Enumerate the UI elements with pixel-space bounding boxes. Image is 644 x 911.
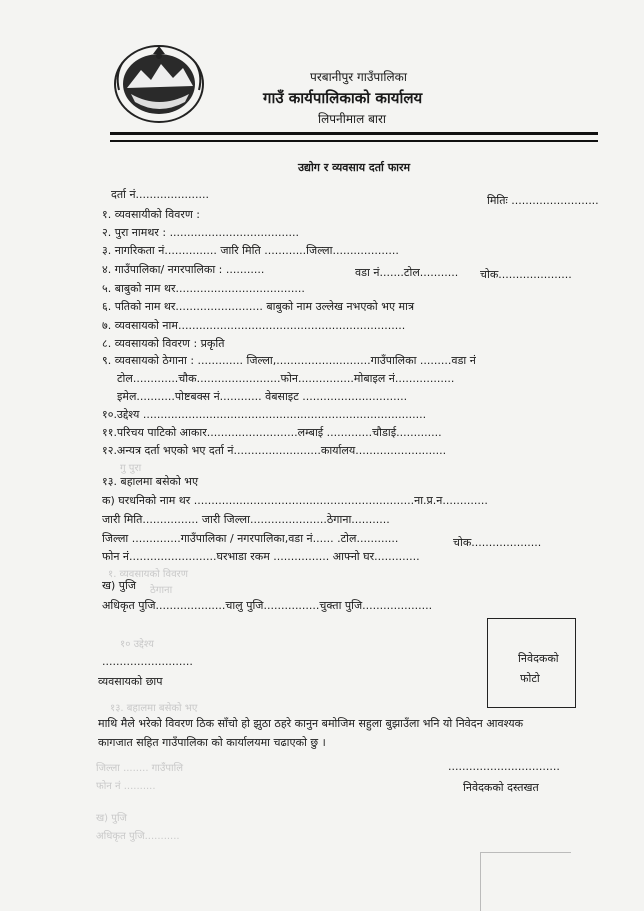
office-title: गाउँ कार्यपालिकाको कार्यालय <box>263 89 423 107</box>
photo-label-1: निवेदकको <box>518 652 559 665</box>
faint-bottom-frame <box>480 852 571 911</box>
registration-number: दर्ता नं..................... <box>111 188 209 201</box>
ghost-text-4: १० उद्देश्य <box>120 639 154 650</box>
photo-label-2: फोटो <box>520 672 540 685</box>
ghost-text-2: १. व्यवसायको विवरण <box>108 569 188 580</box>
capital-line: अधिकृत पुजि....................चालु पुजि................चुक्ता पुजि.................... <box>102 599 433 612</box>
line-11: ११.परिचय पाटिको आकार..........................लम्बाई .............चौडाई............. <box>102 426 442 439</box>
line-3: ३. नागरिकता नं............... जारि मिति ............जिल्ला................... <box>102 244 399 257</box>
header-divider-thin <box>110 140 598 142</box>
header-divider-thick <box>110 132 598 135</box>
office-address: लिपनीमाल बारा <box>318 112 387 126</box>
capital-title: ख) पुजि <box>102 579 137 592</box>
line-6: ६. पतिको नाम थर......................... बाबुको नाम उल्लेख नभएको भए मात्र <box>102 300 415 313</box>
form-title: उद्योग र व्यवसाय दर्ता फारम <box>298 161 411 174</box>
line-10: १०.उद्देश्य ................................................................................. <box>102 408 427 421</box>
line-9c: इमेल...........पोष्टबक्स नं............ वेबसाइट .............................. <box>117 390 408 403</box>
line-4c: चोक..................... <box>480 268 572 281</box>
line-4a: ४. गाउँपालिका/ नगरपालिका : ........... <box>102 263 265 276</box>
line-13-chowk: चोक.................... <box>453 536 542 549</box>
emblem-logo <box>113 44 205 124</box>
signature-label: निवेदकको दस्तखत <box>463 781 539 794</box>
line-2: २. पुरा नामथर : ..................................... <box>102 226 299 239</box>
ghost-text-5: १३. बहालमा बसेको भए <box>110 703 198 714</box>
line-5: ५. बाबुको नाम थर..................................... <box>102 282 305 295</box>
ghost-text-7: फोन नं .......... <box>96 781 156 792</box>
business-stamp-label: व्यवसायको छाप <box>98 675 163 688</box>
line-13-district: जिल्ला ..............गाउँपालिका / नगरपालिका,वडा नं...... .टोल............ <box>102 532 399 545</box>
line-13-phone: फोन नं.........................घरभाडा रकम ................ आफ्नो घर............. <box>102 550 420 563</box>
line-9a: ९. व्यवसायको ठेगाना : ............. जिल्ला,...........................गाउँपालिका .........वडा नं <box>102 354 476 367</box>
applicant-photo-box <box>487 618 576 708</box>
line-13-issue: जारी मिति................ जारी जिल्ला......................ठेगाना........... <box>102 513 390 526</box>
ghost-text-9: अधिकृत पुजि........... <box>96 831 180 842</box>
ghost-text-1: गु पुरा <box>120 463 142 474</box>
date-field: मितिः ......................... <box>487 194 599 207</box>
line-13: १३. बहालमा बसेको भए <box>102 475 199 488</box>
declaration-line-1: माथि मैले भरेको विवरण ठिक साँचो हो झुठा ठहरे कानुन बमोजिम सहुला बुझाउँला भनि यो निवेदन आवश्यक <box>98 717 524 730</box>
ghost-text-6: जिल्ला ........ गाउँपालि <box>96 763 184 774</box>
line-12: १२.अन्यत्र दर्ता भएको भए दर्ता नं.........................कार्यालय.......................... <box>102 444 447 457</box>
signature-dots: ................................ <box>448 760 560 773</box>
ghost-text-3: ठेगाना <box>150 585 173 596</box>
line-7: ७. व्यवसायको नाम................................................................. <box>102 319 406 332</box>
stamp-dots: .......................... <box>102 655 193 668</box>
line-4b: वडा नं.......टोल........... <box>355 266 459 279</box>
line-13-owner: क) घरधनिको नाम थर ...............................................................ना.प्र.न............. <box>102 494 488 507</box>
ghost-text-8: ख) पुजि <box>96 813 127 824</box>
line-8: ८. व्यवसायको विवरण : प्रकृति <box>102 337 225 350</box>
municipality-name: परबानीपुर गाउँपालिका <box>310 70 407 84</box>
line-9b: टोल.............चौक........................फोन................मोबाइल नं................. <box>117 372 455 385</box>
declaration-line-2: कागजात सहित गाउँपालिका को कार्यालयमा चढाएको छु । <box>98 736 326 749</box>
line-1: १. व्यवसायीको विवरण : <box>102 208 201 221</box>
